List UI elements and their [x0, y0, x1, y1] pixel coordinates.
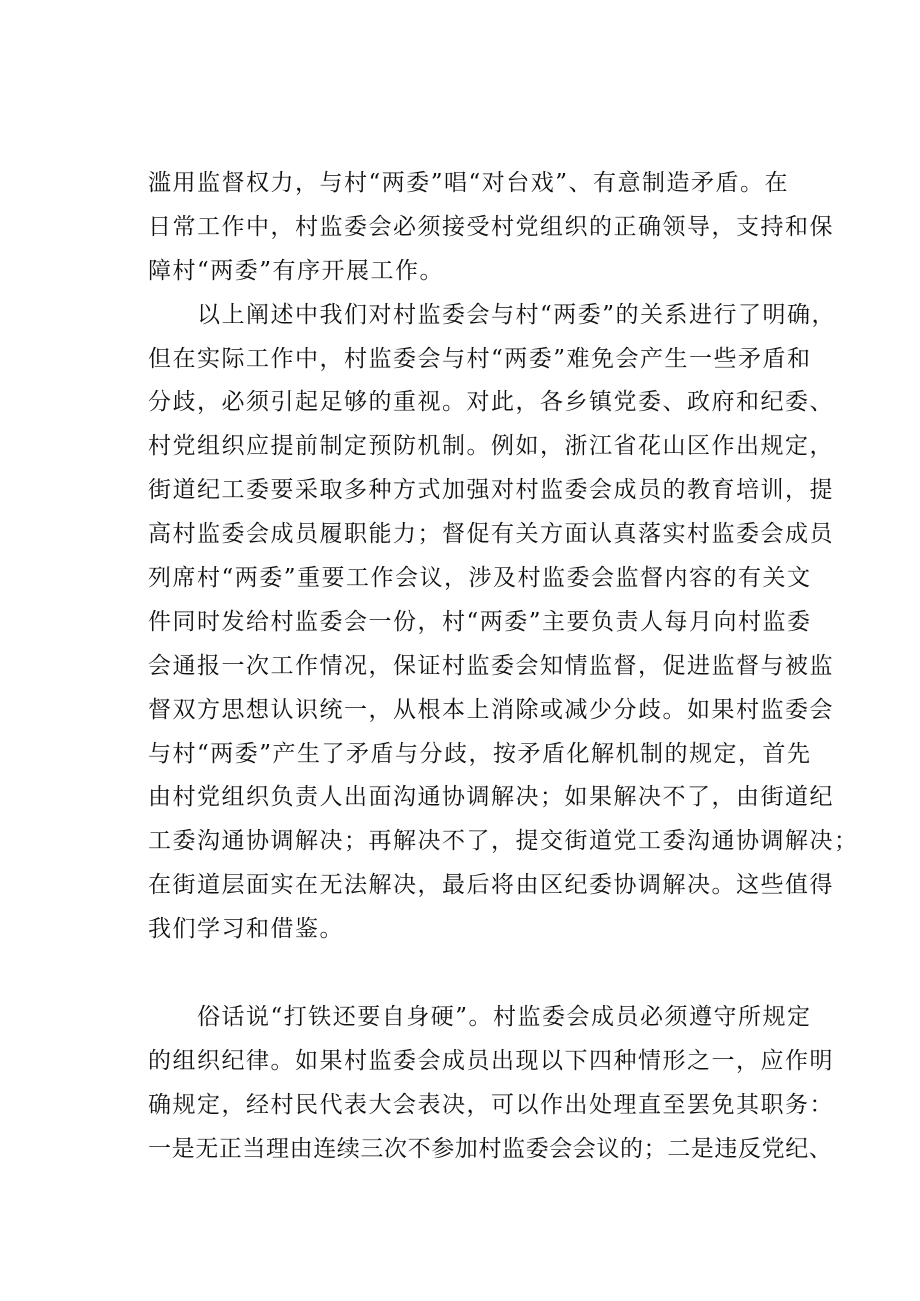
text-line: 俗话说“打铁还要自身硬”。村监委会成员必须遵守所规定 [197, 1003, 812, 1030]
text-line: 与村“两委”产生了矛盾与分歧，按矛盾化解机制的规定，首先 [148, 740, 812, 767]
paragraph-3 [148, 996, 834, 1172]
paragraph-1 [148, 162, 834, 294]
text-line: 一是无正当理由连续三次不参加村监委会会议的；二是违反党纪、 [148, 1135, 833, 1162]
text-line: 滥用监督权力，与村“两委”唱“对台戏”、有意制造矛盾。在 [148, 170, 790, 196]
text-line: 件同时发给村监委会一份，村“两委”主要负责人每月向村监委 [148, 608, 812, 635]
text-line: 分歧，必须引起足够的重视。对此，各乡镇党委、政府和纪委、 [148, 389, 834, 416]
text-line: 高村监委会成员履职能力；督促有关方面认真落实村监委会成员 [148, 521, 834, 548]
text-line: 村党组织应提前制定预防机制。例如，浙江省花山区作出规定， [148, 433, 834, 460]
text-line: 会通报一次工作情况，保证村监委会知情监督，促进监督与被监 [148, 652, 834, 679]
text-line: 的组织纪律。如果村监委会成员出现以下四种情形之一，应作明 [148, 1047, 834, 1074]
text-line: 障村“两委”有序开展工作。 [148, 257, 445, 284]
text-line: 日常工作中，村监委会必须接受村党组织的正确领导，支持和保 [148, 213, 834, 240]
text-line: 以上阐述中我们对村监委会与村“两委”的关系进行了明确， [197, 301, 837, 328]
text-line: 由村党组织负责人出面沟通协调解决；如果解决不了，由街道纪 [148, 784, 834, 811]
text-line [148, 952, 808, 996]
body-text [148, 162, 859, 1171]
text-line: 我们学习和借鉴。 [148, 916, 344, 943]
text-line: 街道纪工委要采取多种方式加强对村监委会成员的教育培训，提 [148, 477, 834, 504]
text-line: 列席村“两委”重要工作会议，涉及村监委会监督内容的有关文 [148, 565, 812, 592]
paragraph-2 [148, 294, 859, 996]
text-line: 工委沟通协调解决；再解决不了，提交街道党工委沟通协调解决； [148, 828, 859, 855]
text-line: 在街道层面实在无法解决，最后将由区纪委协调解决。这些值得 [148, 872, 834, 899]
text-line: 确规定，经村民代表大会表决，可以作出处理直至罢免其职务： [148, 1091, 834, 1118]
text-line: 督双方思想认识统一，从根本上消除或减少分歧。如果村监委会 [148, 696, 834, 723]
text-line: 但在实际工作中，村监委会与村“两委”难免会产生一些矛盾和 [148, 345, 812, 372]
